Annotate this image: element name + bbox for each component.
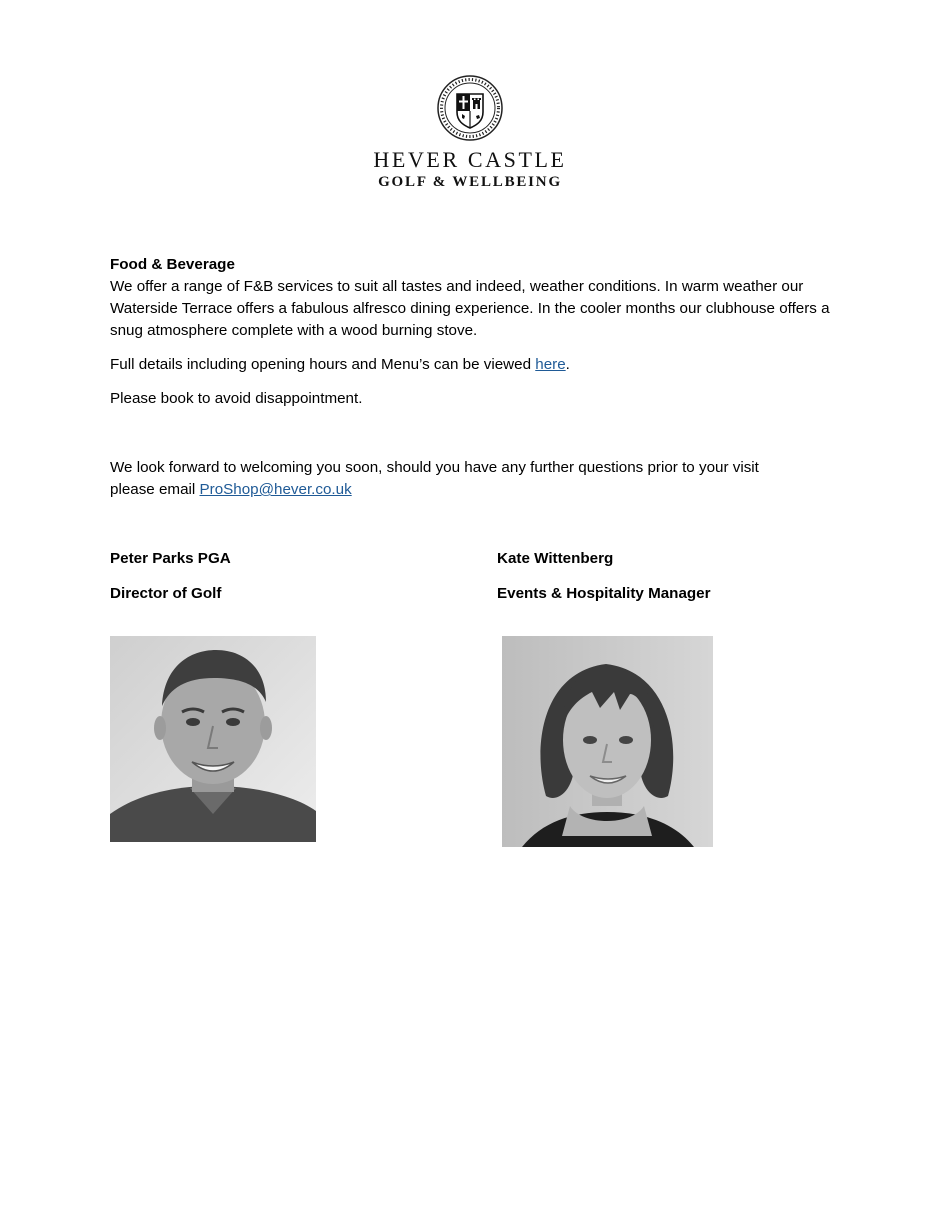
staff-photo — [110, 636, 316, 842]
email-link[interactable]: ProShop@hever.co.uk — [199, 481, 352, 498]
logo-title: HEVER CASTLE — [373, 147, 567, 172]
closing-text: We look forward to welcoming you soon, should you have any further questions prior to your visit please email — [110, 459, 759, 498]
logo-subtitle: GOLF & WELLBEING — [378, 174, 562, 190]
booking-line — [110, 388, 830, 410]
menu-link[interactable]: here — [535, 356, 566, 373]
staff-photo — [502, 636, 713, 847]
staff-role: Director of Golf — [110, 585, 222, 602]
staff-name: Peter Parks PGA — [110, 550, 231, 567]
details-text: Full details including opening hours and Menu’s can be viewed — [110, 356, 536, 373]
booking-text: Please book to avoid disappointment. — [110, 390, 363, 407]
closing-section — [110, 457, 800, 501]
details-line — [110, 354, 830, 376]
staff-name: Kate Wittenberg — [497, 550, 614, 567]
crest-icon — [436, 74, 504, 142]
section-heading: Food & Beverage — [110, 256, 235, 273]
fnb-paragraph: We offer a range of F&B services to suit all tastes and indeed, weather conditions. In warm weather our Waterside Terrace offers a fabulous alfresco dining experience. In the cooler months our clubhouse offers a snug atmosphere complete with a wood burning stove. — [110, 278, 830, 339]
staff-role: Events & Hospitality Manager — [497, 585, 711, 602]
food-beverage-section — [110, 254, 830, 342]
hever-castle-logo — [0, 74, 940, 192]
details-period: . — [565, 356, 570, 373]
